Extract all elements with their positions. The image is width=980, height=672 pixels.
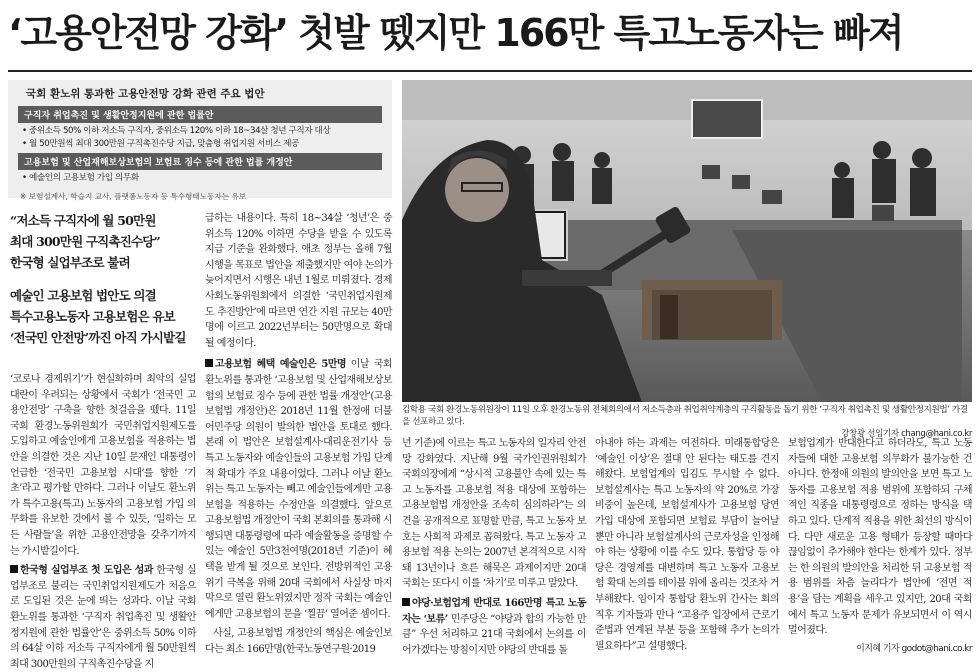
paragraph-text: 민주당은 “야당과 합의 가능한 만큼” 우선 처리하고 21대 국회에서 논의를 이어가겠다는 방침이지만 야당의 반대를 돌 bbox=[402, 613, 586, 656]
article-column-4 bbox=[595, 436, 779, 651]
summary-section-bar: 구직자 취업촉진 및 생활안정지원에 관한 법률안 bbox=[18, 106, 382, 123]
article-column-2 bbox=[205, 211, 392, 656]
summary-title: 국회 환노위 통과한 고용안전망 강화 관련 주요 법안 bbox=[26, 88, 265, 100]
caption-text: 김학용 국회 환경노동위원장이 11일 오후 환경노동위 전체회의에서 저소득층과 취업취약계층의 구직활동을 돕기 위한 ‘구직자 취업촉진 및 생활안정지원법’ 가결을 선포하고 있다. bbox=[402, 405, 968, 427]
subhead: “저소득 구직자에 월 50만원 bbox=[10, 213, 156, 228]
subhead: 예술인 고용보험 법안도 의결 bbox=[10, 288, 156, 303]
summary-item: • 월 50만원씩 최대 300만원 구직촉진수당 지급, 맞춤형 취업지원 서비스 제공 bbox=[22, 139, 299, 149]
paragraph bbox=[205, 357, 392, 622]
byline: 이지혜 기자 godot@hani.co.kr bbox=[856, 643, 972, 654]
headline-rule bbox=[8, 70, 972, 72]
summary-item: • 예술인의 고용보험 가입 의무화 bbox=[22, 173, 139, 183]
article-column-3 bbox=[402, 436, 586, 656]
section-lead: 한국형 실업부조 첫 도입은 성과 bbox=[20, 565, 153, 577]
paragraph: 아내야 하는 과제는 여전하다. 미래통합당은 ‘예술인 이상’은 절대 안 된다는 태도를 견지해왔다. 보험업계의 입김도 무시할 수 없다. 보험설계사는 특고 노동자의 약 20%로 가장 비중이 높은데, 보험설계사가 고용보험 당연가입 대상에 포함되면 보험료 부담이 늘어날 뿐만 아니라 보험설계사의 근로자성을 인정해야 하는 상황에 이를 수도 있다. 통합당 등 야당은 경영계를 대변하며 특고 노동자 고용보험 확대 논의를 테이블 위에 올리는 것조차 거부해왔다. 임이자 통합당 환노위 간사는 회의 직후 기자들과 만나 “고용주 입장에서 근로기준법과 연계된 부분 등을 포함해 추가 논의가 필요하다”고 설명했다. bbox=[595, 438, 779, 652]
subhead: 최대 300만원 구직촉진수당” bbox=[10, 234, 160, 249]
square-bullet-icon bbox=[402, 598, 410, 606]
summary-section-bar: 고용보험 및 산업재해보상보험의 보험료 징수 등에 관한 법률 개정안 bbox=[18, 153, 382, 170]
news-photo bbox=[402, 80, 972, 402]
article-column-5 bbox=[788, 436, 972, 654]
square-bullet-icon bbox=[10, 565, 18, 573]
paragraph-text: 한국형 실업부조로 불리는 국민취업지원제도가 처음으로 도입된 것은 눈에 띄는 성과다. 이날 국회 환노위를 통과한 ‘구직자 취업촉진 및 생활안정지원에 관한 법률안’은 중위소득 50% 이하의 64살 이하 저소득 구직자에게 월 50만원씩 최대 300만원의 구직촉진수당을 지 bbox=[10, 565, 196, 670]
paragraph bbox=[10, 563, 196, 672]
photo-credit: 강창광 선임기자 chang@hani.co.kr bbox=[841, 429, 972, 439]
paragraph: 년 기준)에 이르는 특고 노동자의 일자리 안전망 강화였다. 지난해 9월 국가인권위원회가 국회의장에게 “상시적 고용불안 속에 있는 특고 노동자를 고용보험 적용 대상에 포함하는 고용보험법 개정안을 조속히 심의하라”는 의견을 공개적으로 표명할 만큼, 특고 노동자 보호는 사회적 과제로 꼽혀왔다. 특고 노동자 고용보험 적용 논의는 2007년 본격적으로 시작돼 13년이나 흐른 해묵은 과제이지만 20대 국회는 또다시 이를 ‘차기’로 미루고 말았다. bbox=[402, 438, 586, 590]
section-lead: 야당·보험업계 반대로 166만명 특고 노동자는 ‘보류’ bbox=[402, 597, 586, 625]
subhead: 한국형 실업부조로 불려 bbox=[10, 255, 130, 270]
subhead: 특수고용노동자 고용보험은 유보 bbox=[10, 309, 175, 324]
paragraph bbox=[402, 596, 586, 658]
subhead: ‘전국민 안전망’까진 아직 가시밭길 bbox=[10, 330, 186, 345]
paragraph: 사실, 고용보험법 개정안의 핵심은 예술인보다는 최소 166만명(한국노동연구원·2019 bbox=[205, 628, 392, 656]
committee-meeting-photo bbox=[402, 80, 972, 402]
summary-note: ※ 보험설계사, 학습지 교사, 플랫폼노동자 등 특수형태노동자는 유보 bbox=[20, 192, 247, 201]
headline: ‘고용안전망 강화’ 첫발 뗐지만 166만 특고노동자는 빠져 bbox=[8, 11, 903, 55]
paragraph-text: 이날 국회 환노위를 통과한 ‘고용보험 및 산업재해보상보험의 보험료 징수 등에 관한 법률 개정안’(고용보험법 개정안)은 2018년 11월 한정애 더불어민주당 의원이 발의한 법안을 토대로 했다. 본래 이 법안은 보험설계사·대리운전기사 등 특고 노동자와 예술인들의 고용보험 가입 단계적 확대가 주요 내용이었다. 그러나 이날 환노위는 특고 노동자는 빼고 예술인들에게만 고용보험을 적용하는 수정안을 의결했다. 앞으로 고용보험법 개정안이 국회 본회의를 통과해 시행되면 대통령령에 따라 예술활동을 증명할 수 있는 예술인 5만3천여명(2018년 기준)이 혜택을 받게 될 것으로 보인다. 전방위적인 고용위기 극복을 위해 20대 국회에서 사실상 마지막으로 열린 환노위였지만 정작 국회는 예술인에게만 고용보험의 문을 ‘찔끔’ 열어준 셈이다. bbox=[205, 359, 392, 620]
summary-item: • 중위소득 50% 이하 저소득 구직자, 중위소득 120% 이하 18~34살 청년 구직자 대상 bbox=[22, 126, 331, 136]
section-lead: 고용보험 혜택 예술인은 5만명 bbox=[215, 359, 346, 371]
summary-box bbox=[8, 80, 392, 201]
article-column-1 bbox=[10, 372, 196, 670]
photo-caption bbox=[402, 404, 972, 440]
paragraph: ‘코로나 경제위기’가 현실화하며 최악의 실업대란이 우려되는 상황에서 국회가 ‘전국민 고용안전망’ 구축을 향한 첫걸음을 뗐다. 11일 국회 환경노동위원회가 국민취업지원제도를 도입하고 예술인에게 고용보험을 적용하는 법안을 의결한 것은 지난 10일 문재인 대통령이 언급한 ‘전국민 고용보험 시대’를 향한 ‘기초’라고 평가할 만하다. 그러나 이날도 환노위가 특수고용(특고) 노동자의 고용보험 가입 의무화를 유보한 것에서 볼 수 있듯, ‘일하는 모든 사람들’을 위한 고용안전망을 갖추기까지는 가시밭길이다. bbox=[10, 374, 196, 557]
paragraph: 보험업계가 반대한다고 하더라도, 특고 노동자들에 대한 고용보험 의무화가 불가능한 건 아니다. 한정애 의원의 발의안을 보면 특고 노동자를 고용보험 적용 범위에 포함하되 구체적인 직종을 대통령령으로 정하는 방식을 택하고 있다. 단계적 적용을 위한 최선의 방식이다. 다만 새로운 고용 형태가 등장할 때마다 끊임없이 추가해야 한다는 한계가 있다. 정부는 한 의원의 발의안을 처리한 뒤 고용보험 적용 범위를 차츰 늘리다가 법안에 ‘전면 적용’을 담는 계획을 세우고 있지만, 20대 국회에서 특고 노동자 문제가 유보되면서 이 역시 멀어졌다. bbox=[788, 438, 972, 637]
square-bullet-icon bbox=[205, 359, 213, 367]
paragraph: 급하는 내용이다. 특히 18~34살 ‘청년’은 중위소득 120% 이하면 수당을 받을 수 있도록 지급 기준을 완화했다. 애초 정부는 올해 7월 시행을 목표로 법안을 제출했지만 여야 논의가 늦어지면서 시행은 내년 1월로 미뤄졌다. 경제사회노동위원회에서 의결한 ‘국민취업지원제도 추진방안’에 따르면 연간 지원 규모는 40만명에 이르고 2022년부터는 50만명으로 확대될 예정이다. bbox=[205, 213, 392, 349]
subheads bbox=[10, 210, 206, 348]
